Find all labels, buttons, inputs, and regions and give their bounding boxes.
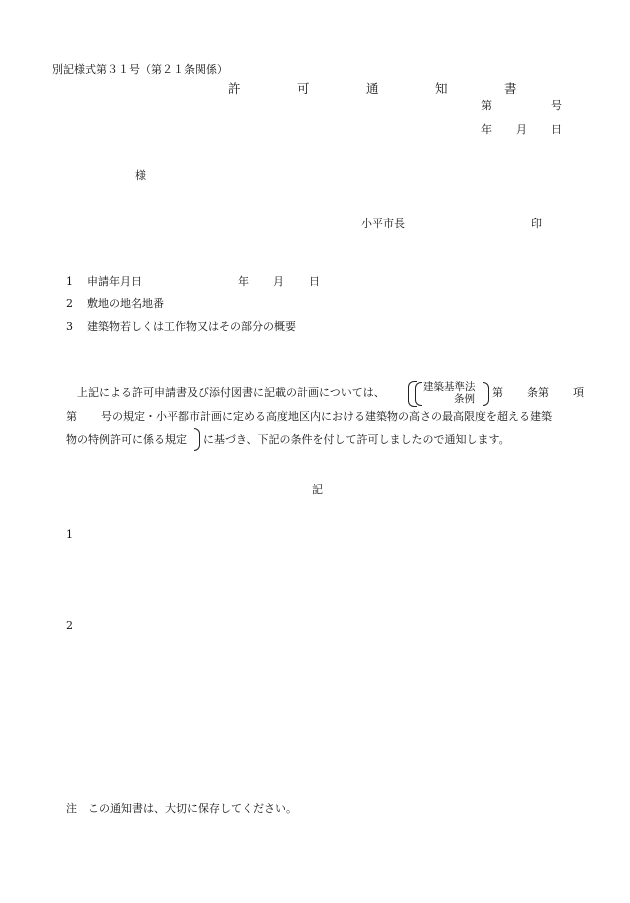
page-title: 許 可 通 知 書: [228, 81, 539, 96]
body-line1-text: 上記による許可申請書及び添付図書に記載の計画については、: [77, 386, 385, 399]
body-line2-dai: 第: [66, 410, 77, 423]
choice-building-standards-act: 建築基準法: [423, 381, 476, 393]
item-1-month: 月: [273, 275, 284, 288]
date-year: 年: [481, 123, 492, 136]
number-suffix: 号: [551, 99, 562, 112]
item-3-label: 建築物若しくは工作物又はその部分の概要: [87, 320, 296, 333]
choice-right-brace: [483, 382, 489, 406]
item-2-label: 敷地の地名地番: [87, 297, 164, 310]
body-line1-joudai: 条第: [527, 386, 549, 399]
ki-heading: 記: [312, 483, 323, 496]
condition-1-number: 1: [66, 528, 73, 541]
choice-ordinance: 条例: [454, 393, 475, 405]
item-1-number: 1: [66, 275, 73, 288]
date-month: 月: [516, 123, 527, 136]
date-day: 日: [551, 123, 562, 136]
condition-2-number: 2: [66, 619, 73, 632]
item-1-day: 日: [309, 275, 320, 288]
body-line1-dai: 第: [492, 386, 503, 399]
body-line1-kou: 項: [573, 386, 584, 399]
number-prefix: 第: [481, 99, 492, 112]
item-1-label: 申請年月日: [87, 275, 142, 288]
choice-inner-left-brace: [415, 382, 422, 406]
body-line3-text: 物の特例許可に係る規定: [66, 433, 187, 446]
line3-right-brace: [194, 428, 200, 451]
note-text: 注 この通知書は、大切に保存してください。: [66, 802, 297, 815]
addressee-honorific: 様: [135, 169, 146, 182]
item-2-number: 2: [66, 297, 73, 310]
body-line2-text: 号の規定・小平都市計画に定める高度地区内における建築物の高さの最高限度を超える建築: [101, 410, 552, 423]
item-1-year: 年: [238, 275, 249, 288]
issuer-seal: 印: [531, 217, 542, 230]
body-line3-post: に基づき、下記の条件を付して許可しましたので通知します。: [203, 433, 510, 446]
issuer-name: 小平市長: [361, 217, 405, 230]
form-number: 別記様式第３１号（第２１条関係）: [52, 63, 228, 76]
item-3-number: 3: [66, 320, 73, 333]
